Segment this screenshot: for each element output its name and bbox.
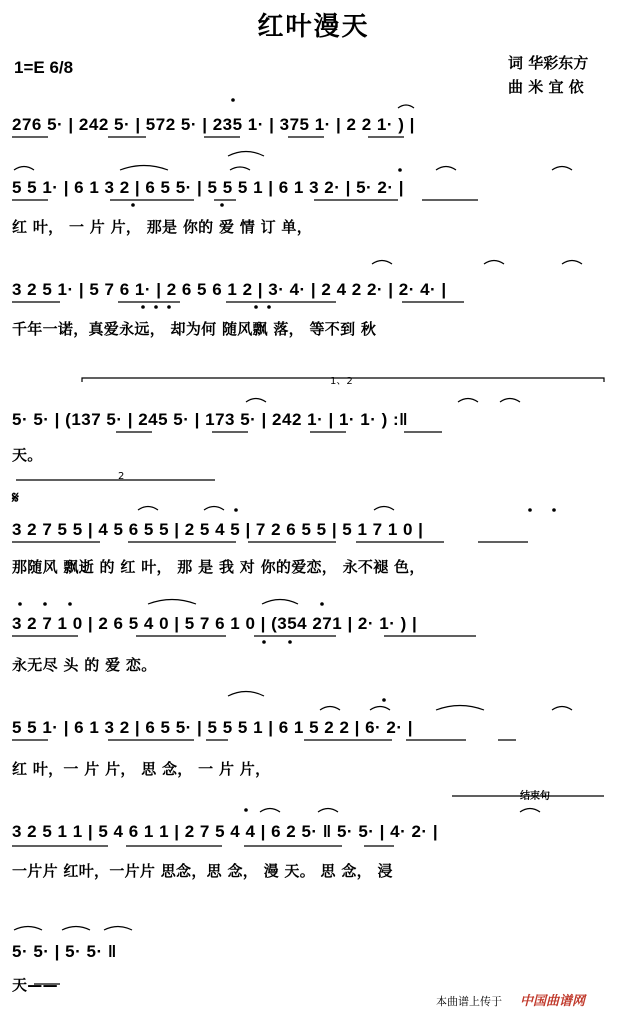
coda-label: 结束句 xyxy=(520,791,550,802)
lyrics-row-8: 一片片 红叶，一片片 思念，思 念， 漫 天。 思 念， 浸 xyxy=(12,862,393,880)
notation-row-7: 5 5 1· | 6 1 3 2 | 6 5 5· | 5 5 5 1 | 6 1 5 2 2 | 6· 2· | xyxy=(12,718,414,737)
lyrics-row-6: 永无尽 头 的 爱 恋。 xyxy=(12,656,157,674)
lyrics-row-4: 天。 xyxy=(12,446,43,464)
lyrics-row-2: 红 叶， 一 片 片， 那是 你的 爱 情 订 单， xyxy=(12,218,313,236)
notation-row-6: 3 2 7 1 0 | 2 6 5 4 0 | 5 7 6 1 0 | (354 271 | 2· 1· ) | xyxy=(12,614,418,633)
notation-row-5: 3 2 7 5 5 | 4 5 6 5 5 | 2 5 4 5 | 7 2 6 5 5 | 5 1 7 1 0 | xyxy=(12,520,424,539)
notation-row-3: 3 2 5 1· | 5 7 6 1· | 2 6 5 6 1 2 | 3· 4· | 2 4 2 2· | 2· 4· | xyxy=(12,280,447,299)
segno-sign: 𝄋 xyxy=(12,488,19,507)
lyrics-row-3: 千年一诺，真爱永远， 却为何 随风飘 落， 等不到 秋 xyxy=(12,320,377,338)
notation-row-2: 5 5 1· | 6 1 3 2 | 6 5 5· | 5 5 5 1 | 6 1 3 2· | 5· 2· | xyxy=(12,178,405,197)
volta-1-2-label: 1、2 xyxy=(330,376,353,387)
lyricist-credit: 词 华彩东方 xyxy=(508,54,589,72)
site-logo: 中国曲谱网 xyxy=(520,994,586,1009)
key-signature: 1=E 6/8 xyxy=(14,58,74,77)
notation-row-9: 5· 5· | 5· 5· ‖ xyxy=(12,942,117,961)
page-title: 红叶漫天 xyxy=(257,12,370,42)
notation-row-1: 276 5· | 242 5· | 572 5· | 235 1· | 375 1· | 2 2 1· ) | xyxy=(12,115,415,134)
upload-note: 本曲谱上传于 xyxy=(436,995,502,1008)
lyrics-row-9: 天—— xyxy=(12,976,58,994)
lyrics-row-7: 红 叶，一 片 片， 思 念， 一 片 片， xyxy=(12,760,271,778)
notation-row-8: 3 2 5 1 1 | 5 4 6 1 1 | 2 7 5 4 4 | 6 2 5· ‖ 5· 5· | 4· 2· | xyxy=(12,822,439,841)
lyrics-row-5: 那随风 飘逝 的 红 叶， 那 是 我 对 你的爱恋， 永不褪 色， xyxy=(12,558,425,576)
volta-2-label: 2 xyxy=(118,471,125,482)
volta-1-2-bracket xyxy=(82,378,604,382)
notation-row-4: 5· 5· | (137 5· | 245 5· | 173 5· | 242 1· | 1· 1· ) :‖ xyxy=(12,410,409,429)
composer-credit: 曲 米 宜 依 xyxy=(508,78,584,96)
